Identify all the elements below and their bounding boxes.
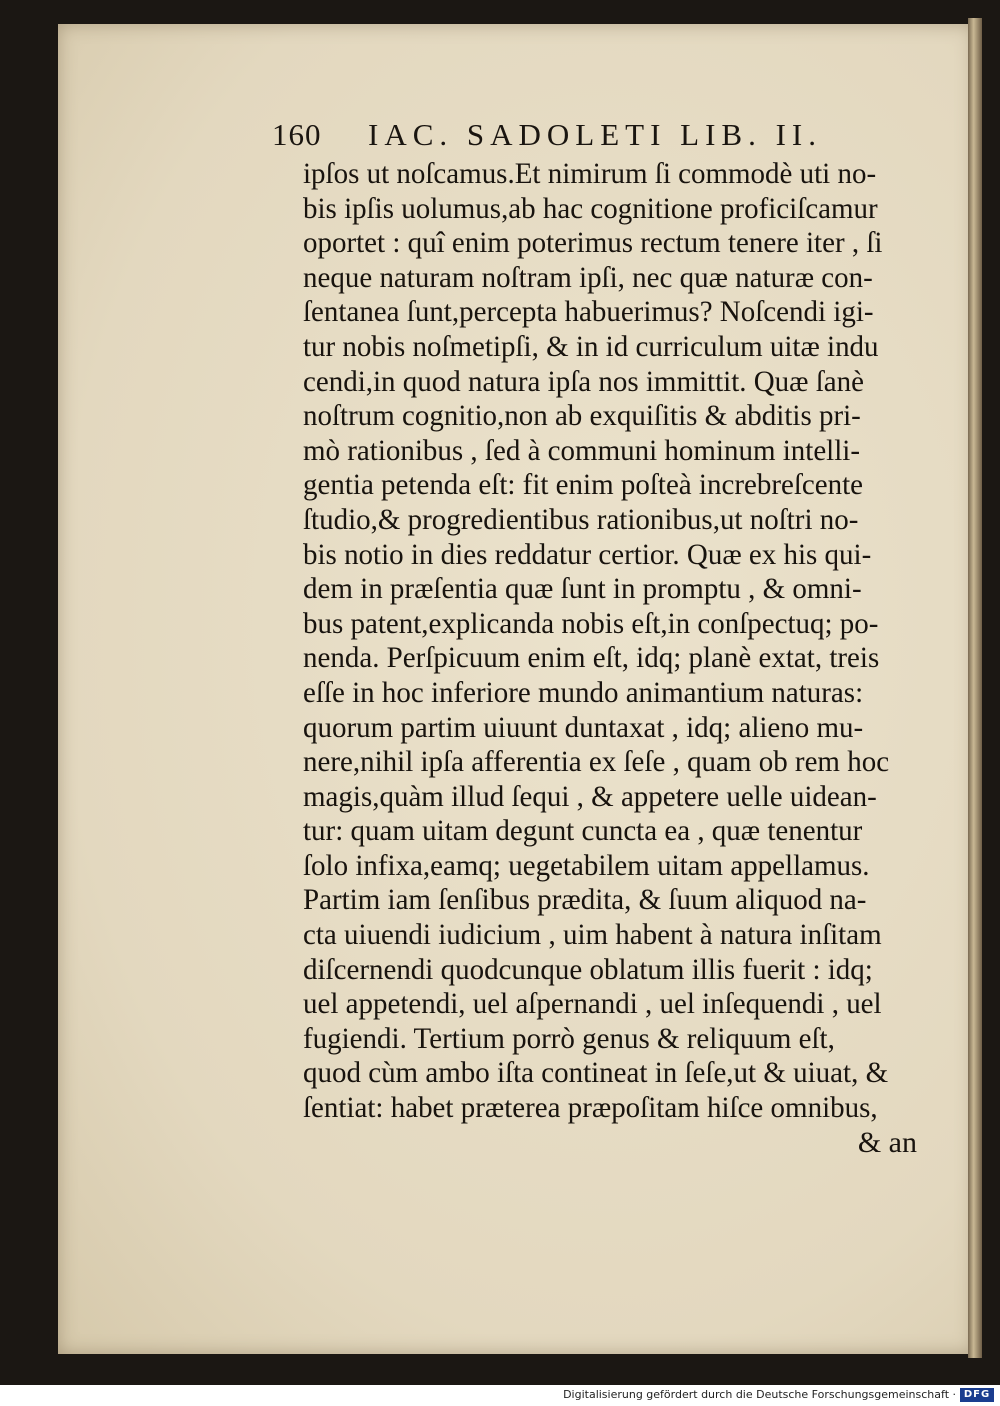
- text-line: bus patent,explicanda nobis eſt,in conſpectuq; po-: [303, 606, 879, 640]
- text-line: ſentanea ſunt,percepta habuerimus? Noſcendi igi-: [303, 295, 874, 329]
- text-line: diſcernendi quodcunque oblatum illis fuerit : idq;: [303, 952, 873, 986]
- body-text: [303, 157, 943, 1160]
- footer-credit: Digitalisierung gefördert durch die Deutsche Forschungsgemeinschaft ·: [563, 1388, 956, 1401]
- text-line: uel appetendi, uel aſpernandi , uel inſequendi , uel: [303, 987, 882, 1021]
- text-line: noſtrum cognitio,non ab exquiſitis & abditis pri-: [303, 399, 861, 433]
- text-line: nenda. Perſpicuum enim eſt, idq; planè extat, treis: [303, 641, 880, 675]
- text-line: dem in præſentia quæ ſunt in promptu , & omni-: [303, 572, 862, 606]
- running-head: [272, 117, 912, 157]
- catchword: & an: [857, 1125, 917, 1159]
- text-line: ſtudio,& progredientibus rationibus,ut noſtri no-: [303, 502, 859, 536]
- text-line: ipſos ut noſcamus.Et nimirum ſi commodè uti no-: [303, 157, 877, 190]
- text-line: cendi,in quod natura ipſa nos immittit. Quæ ſanè: [303, 364, 865, 398]
- text-line: magis,quàm illud ſequi , & appetere uelle uidean-: [303, 779, 877, 813]
- page-number: 160: [272, 117, 322, 152]
- text-line: nere,nihil ipſa afferentia ex ſeſe , quam ob rem hoc: [303, 745, 890, 779]
- text-line: bis notio in dies reddatur certior. Quæ ex his qui-: [303, 537, 872, 571]
- dfg-logo: DFG: [960, 1388, 994, 1402]
- text-line: quorum partim uiuunt duntaxat , idq; alieno mu-: [303, 710, 864, 744]
- text-line: oportet : quî enim poterimus rectum tenere iter , ſi: [303, 226, 883, 260]
- text-line: bis ipſis uolumus,ab hac cognitione proficiſcamur: [303, 191, 878, 225]
- text-line: mò rationibus , ſed à communi hominum intelli-: [303, 433, 860, 467]
- text-line: fugiendi. Tertium porrò genus & reliquum eſt,: [303, 1021, 835, 1055]
- text-line: tur nobis noſmetipſi, & in id curriculum uitæ indu: [303, 329, 879, 363]
- text-line: neque naturam noſtram ipſi, nec quæ naturæ con-: [303, 260, 873, 294]
- text-line: ſentiat: habet præterea præpoſitam hiſce omnibus,: [303, 1091, 878, 1125]
- text-line: cta uiuendi iudicium , uim habent à natura inſitam: [303, 918, 882, 952]
- text-line: quod cùm ambo iſta contineat in ſeſe,ut & uiuat, &: [303, 1056, 889, 1090]
- text-line: ſolo infixa,eamq; uegetabilem uitam appellamus.: [303, 848, 870, 882]
- text-line: gentia petenda eſt: fit enim poſteà increbreſcente: [303, 468, 864, 502]
- running-head-title: IAC. SADOLETI LIB. II.: [368, 117, 823, 152]
- text-line: tur: quam uitam degunt cuncta ea , quæ tenentur: [303, 814, 863, 848]
- text-line: Partim iam ſenſibus prædita, & ſuum aliquod na-: [303, 883, 867, 917]
- page-edge: [968, 18, 982, 1358]
- text-line: eſſe in hoc inferiore mundo animantium naturas:: [303, 675, 864, 709]
- footer: [0, 1385, 1000, 1406]
